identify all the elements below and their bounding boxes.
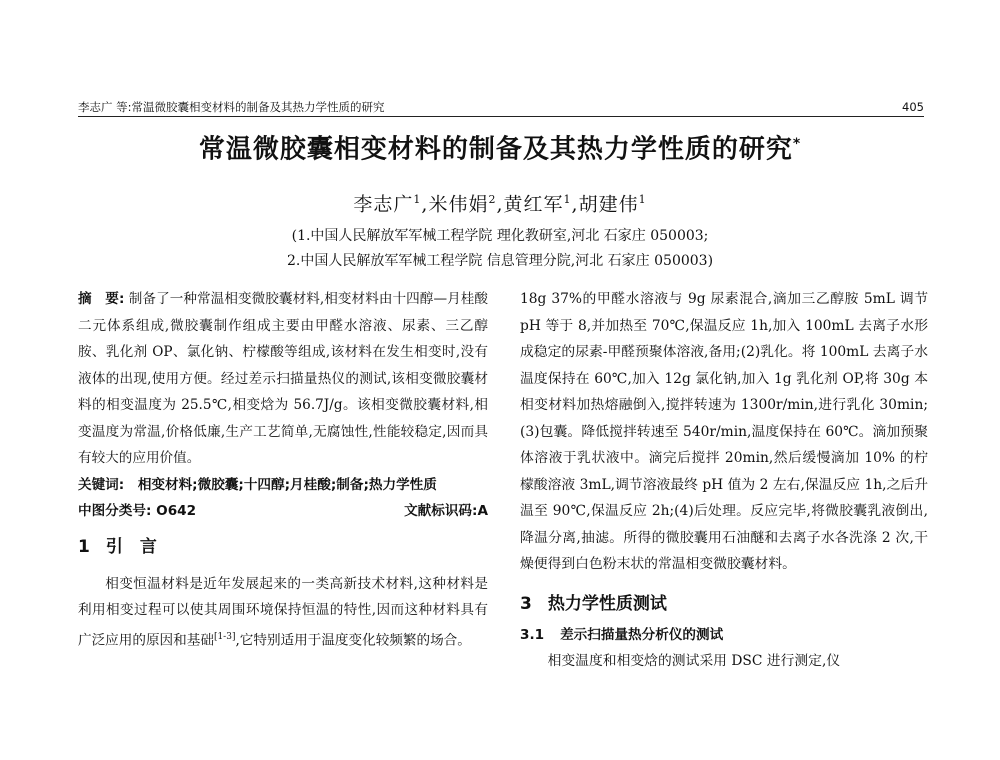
- author-separator: ,: [571, 193, 579, 216]
- intro-text-tail: ,它特别适用于温度变化较频繁的场合。: [235, 632, 471, 649]
- author-name: 米伟娟: [428, 193, 489, 216]
- affiliation-2: 2.中国人民解放军军械工程学院 信息管理分院,河北 石家庄 050003): [286, 253, 714, 269]
- document-code-value: A: [477, 503, 488, 519]
- author-separator: ,: [496, 193, 504, 216]
- section-3-heading: [520, 590, 928, 618]
- author-affiliation-mark: 1: [563, 193, 572, 206]
- page-number: 405: [902, 100, 924, 114]
- paper-title: [0, 128, 1000, 166]
- right-column: [520, 286, 928, 675]
- subsection-number: 3.1: [520, 626, 545, 643]
- section-number: 1: [78, 536, 90, 557]
- procedure-paragraph: 18g 37%的甲醛水溶液与 9g 尿素混合,滴加三乙醇胺 5mL 调节 pH 等于 8,并加热至 70℃,保温反应 1h,加入 100mL 去离子水形成稳定的尿素-甲醛预聚体溶液,备用;(2)乳化。将 100mL 去离子水温度保持在 60℃,加入 12g 氯化钠,加入 1g 乳化剂 OP,将 30g 本相变材料加热熔融倒入,搅拌转速为 1300r/min,进行乳化 30min;(3)包囊。降低搅拌转速至 540r/min,温度保持在 60℃。滴加预聚体溶液于乳状液中。滴完后搅拌 20min,然后缓慢滴加 10% 的柠檬酸溶液 3mL,调节溶液最终 pH 值为 2 左右,保温反应 1h,之后升温至 90℃,保温反应 2h;(4)后处理。反应完毕,将微胶囊乳液倒出,降温分离,抽滤。所得的微胶囊用石油醚和去离子水各洗涤 2 次,干燥便得到白色粉末状的常温相变微胶囊材料。: [520, 291, 928, 572]
- section-number: 3: [520, 593, 532, 614]
- document-code: [404, 498, 488, 525]
- intro-text: 相变恒温材料是近年发展起来的一类高新技术材料,这种材料是利用相变过程可以使其周围环境保持恒温的特性,因而这种材料具有广泛应用的原因和基础: [78, 575, 488, 649]
- abstract-text: 制备了一种常温相变微胶囊材料,相变材料由十四醇—月桂酸二元体系组成,微胶囊制作组成主要由甲醛水溶液、尿素、三乙醇胺、乳化剂 OP、氯化钠、柠檬酸等组成,该材料在发生相变时,没有液体的出现,使用方便。经过差示扫描量热仪的测试,该相变微胶囊材料的相变温度为 25.5℃,相变焓为 56.7J/g。该相变微胶囊材料,相变温度为常温,价格低廉,生产工艺简单,无腐蚀性,性能较稳定,因而具有较大的应用价值。: [78, 291, 489, 466]
- abstract-label: 摘 要:: [78, 291, 125, 307]
- author-separator: ,: [421, 193, 429, 216]
- author-name: 李志广: [353, 193, 414, 216]
- title-footnote-mark: *: [792, 136, 802, 152]
- running-title: 李志广 等:常温微胶囊相变材料的制备及其热力学性质的研究: [78, 100, 385, 114]
- author-affiliation-mark: 1: [413, 193, 422, 206]
- author-name: 胡建伟: [578, 193, 639, 216]
- document-code-label: 文献标识码:: [404, 503, 478, 519]
- dsc-paragraph: 相变温度和相变焓的测试采用 DSC 进行测定,仪: [547, 653, 841, 669]
- author-name: 黄红军: [503, 193, 564, 216]
- classification-value: O642: [156, 503, 197, 519]
- keywords-text: 相变材料;微胶囊;十四醇;月桂酸;制备;热力学性质: [137, 476, 437, 493]
- author-affiliation-mark: 2: [488, 193, 497, 206]
- left-column: [78, 286, 488, 654]
- abstract: [78, 286, 488, 472]
- keywords-label: 关键词:: [78, 476, 125, 493]
- citation: [1-3]: [213, 631, 236, 642]
- classification-label: 中图分类号:: [78, 503, 152, 519]
- paper-title-text: 常温微胶囊相变材料的制备及其热力学性质的研究: [198, 134, 793, 165]
- running-header: [78, 100, 924, 117]
- affiliation-1: (1.中国人民解放军军械工程学院 理化教研室,河北 石家庄 050003;: [291, 228, 709, 244]
- section-title: 引 言: [105, 536, 157, 557]
- section-1-heading: [78, 533, 488, 561]
- author-list: [0, 188, 1000, 216]
- keywords: [78, 472, 488, 499]
- subsection-3-1-heading: [520, 622, 928, 649]
- section-title: 热力学性质测试: [547, 593, 667, 614]
- subsection-title: 差示扫描量热分析仪的测试: [560, 626, 724, 643]
- classification-line: [78, 498, 488, 525]
- intro-paragraph: [78, 571, 488, 654]
- author-affiliation-mark: 1: [638, 193, 647, 206]
